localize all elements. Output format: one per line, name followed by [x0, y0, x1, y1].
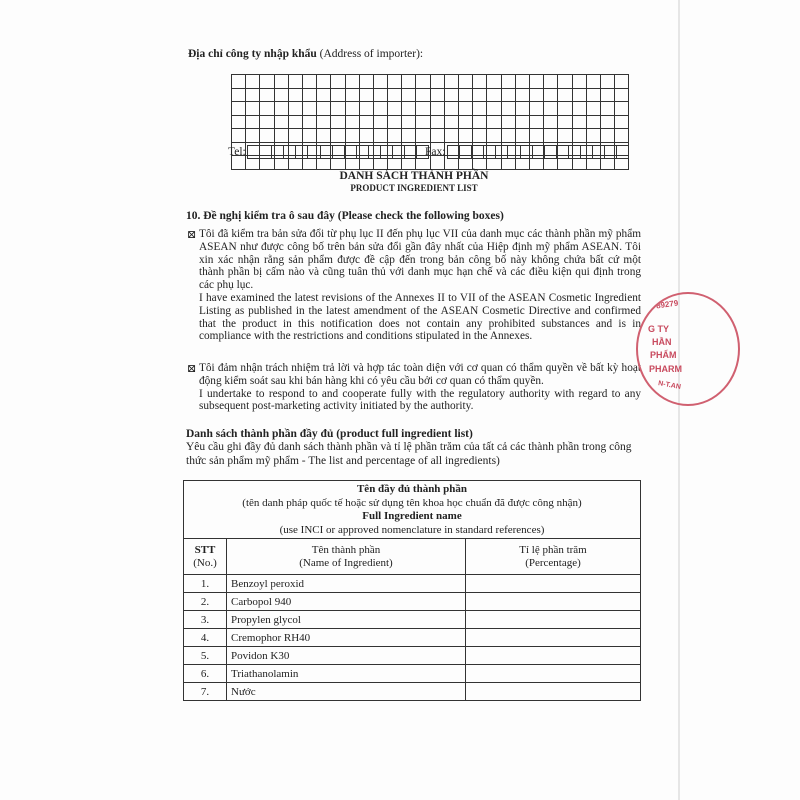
address-grid-cell[interactable]: [515, 75, 529, 89]
address-grid-cell[interactable]: [402, 102, 416, 116]
fax-boxes[interactable]: [447, 145, 628, 159]
address-grid-cell[interactable]: [288, 102, 302, 116]
address-grid-cell[interactable]: [260, 75, 274, 89]
address-grid-cell[interactable]: [288, 129, 302, 143]
address-grid-cell[interactable]: [388, 115, 402, 129]
ingredient-name: Cremophor RH40: [227, 629, 466, 647]
address-grid-cell[interactable]: [302, 115, 316, 129]
col-pct-label-en: (Percentage): [525, 557, 581, 569]
address-grid-cell[interactable]: [444, 115, 458, 129]
address-grid-cell[interactable]: [501, 75, 515, 89]
row-number: 2.: [184, 593, 227, 611]
table-row: [184, 665, 641, 683]
address-grid-cell[interactable]: [416, 129, 430, 143]
address-grid-cell[interactable]: [331, 129, 345, 143]
ingredient-percentage: [466, 683, 641, 701]
address-grid-cell[interactable]: [331, 75, 345, 89]
paragraph-line: subsequent post-marketing activity initiated by the authority.: [199, 400, 474, 413]
address-grid-cell[interactable]: [600, 88, 614, 102]
full-list-desc-1: Yêu cầu ghi đầy đủ danh sách thành phần và tỉ lệ phần trăm của tất cả các thành phần trong công: [186, 441, 632, 453]
address-grid-cell[interactable]: [501, 129, 515, 143]
address-grid-cell[interactable]: [232, 115, 246, 129]
paragraph-line: xin xác nhận rằng sản phẩm được đề cập đến trong bản công bố này không chứa bất cứ một: [199, 253, 641, 266]
address-grid-cell[interactable]: [345, 129, 359, 143]
address-grid-cell[interactable]: [529, 102, 543, 116]
address-grid-cell[interactable]: [317, 129, 331, 143]
checkbox-2[interactable]: ⊠: [187, 363, 197, 375]
address-grid-cell[interactable]: [274, 88, 288, 102]
address-grid-cell[interactable]: [317, 115, 331, 129]
address-grid-cell[interactable]: [373, 102, 387, 116]
address-grid-cell[interactable]: [558, 129, 572, 143]
list-title-vi: DANH SÁCH THÀNH PHẦN: [339, 170, 489, 182]
address-grid-cell[interactable]: [246, 75, 260, 89]
ingredient-percentage: [466, 665, 641, 683]
table-row: [184, 575, 641, 593]
confirmation-paragraph-1: [199, 228, 641, 343]
address-grid-cell[interactable]: [558, 115, 572, 129]
confirmation-paragraph-2: [199, 362, 641, 413]
address-grid-cell[interactable]: [345, 75, 359, 89]
table-header-en-note: (use INCI or approved nomenclature in standard references): [279, 523, 545, 536]
address-grid-cell[interactable]: [529, 129, 543, 143]
paragraph-line: ASEAN như được công bố trên bản sửa đổi gần đây nhất của Hiệp định mỹ phẩm ASEAN. Tôi: [199, 240, 641, 253]
address-grid-cell[interactable]: [416, 115, 430, 129]
address-grid-cell[interactable]: [572, 129, 586, 143]
address-grid-cell[interactable]: [487, 75, 501, 89]
address-grid-cell[interactable]: [586, 102, 600, 116]
address-grid-row: [232, 75, 629, 89]
address-grid-cell[interactable]: [586, 88, 600, 102]
address-grid-cell[interactable]: [529, 88, 543, 102]
table-row: [184, 593, 641, 611]
paragraph-line: thành phần bị cấm nào và cũng tuân thủ với danh mục hạn chế và các điều kiện qui định trong: [199, 266, 641, 279]
importer-address-label-vi: Địa chỉ công ty nhập khẩu: [188, 48, 317, 60]
ingredient-name: Carbopol 940: [227, 593, 466, 611]
ingredient-percentage: [466, 575, 641, 593]
row-number: 3.: [184, 611, 227, 629]
address-grid-cell[interactable]: [345, 115, 359, 129]
col-stt-label: STT: [194, 543, 216, 556]
address-grid-cell[interactable]: [359, 129, 373, 143]
ingredient-name: Benzoyl peroxid: [227, 575, 466, 593]
address-grid-cell[interactable]: [430, 115, 444, 129]
address-grid-cell[interactable]: [600, 102, 614, 116]
address-grid-cell[interactable]: [246, 129, 260, 143]
address-grid-cell[interactable]: [473, 75, 487, 89]
char-box[interactable]: [616, 145, 629, 159]
paragraph-line: Tôi đảm nhận trách nhiệm trả lời và hợp tác toàn diện với cơ quan có thẩm quyền về bất kỳ hoạt: [199, 362, 641, 374]
address-grid-row: [232, 115, 629, 129]
table-row: [184, 611, 641, 629]
address-grid-cell[interactable]: [615, 129, 629, 143]
address-grid-cell[interactable]: [388, 88, 402, 102]
address-grid-cell[interactable]: [544, 102, 558, 116]
address-grid-row: [232, 88, 629, 102]
address-grid-cell[interactable]: [487, 129, 501, 143]
address-grid-cell[interactable]: [402, 75, 416, 89]
address-grid-cell[interactable]: [529, 75, 543, 89]
address-grid-cell[interactable]: [459, 129, 473, 143]
col-stt-label-en: (No.): [193, 557, 217, 569]
address-grid-cell[interactable]: [373, 75, 387, 89]
address-grid-cell[interactable]: [572, 75, 586, 89]
paragraph-line: that the product in this notification does not contain any prohibited substances and is in: [199, 317, 641, 330]
address-grid-cell[interactable]: [359, 88, 373, 102]
address-grid-cell[interactable]: [558, 102, 572, 116]
full-list-desc-2: thức sản phẩm mỹ phẩm - The list and percentage of all ingredients): [186, 455, 500, 467]
checkbox-1[interactable]: ⊠: [187, 229, 197, 241]
paragraph-line: Listing as published in the latest amendment of the ASEAN Cosmetic Directive and confirmed: [199, 304, 641, 317]
address-grid-cell[interactable]: [515, 102, 529, 116]
table-row: [184, 683, 641, 701]
address-grid-cell[interactable]: [444, 88, 458, 102]
importer-address-label-en: (Address of importer):: [319, 48, 424, 60]
address-grid-cell[interactable]: [317, 88, 331, 102]
address-grid-row: [232, 102, 629, 116]
address-grid-cell[interactable]: [501, 88, 515, 102]
ingredient-name: Propylen glycol: [227, 611, 466, 629]
table-header-en: Full Ingredient name: [362, 510, 462, 522]
address-grid-cell[interactable]: [586, 129, 600, 143]
address-grid-cell[interactable]: [473, 129, 487, 143]
address-grid-cell[interactable]: [600, 75, 614, 89]
address-grid-cell[interactable]: [600, 115, 614, 129]
address-grid-cell[interactable]: [459, 88, 473, 102]
address-grid-cell[interactable]: [515, 115, 529, 129]
paragraph-line: compliance with the restrictions and conditions stipulated in the Annexes.: [199, 330, 533, 343]
address-grid-cell[interactable]: [615, 102, 629, 116]
address-grid-cell[interactable]: [473, 88, 487, 102]
address-grid-cell[interactable]: [515, 88, 529, 102]
address-grid-cell[interactable]: [544, 129, 558, 143]
paragraph-line: I have examined the latest revisions of the Annexes II to VII of the ASEAN Cosmetic Ingredient: [199, 291, 641, 304]
address-grid-cell[interactable]: [544, 88, 558, 102]
address-grid-cell[interactable]: [600, 129, 614, 143]
address-grid-cell[interactable]: [246, 102, 260, 116]
importer-address-label: [188, 48, 423, 62]
row-number: 6.: [184, 665, 227, 683]
address-grid-cell[interactable]: [388, 75, 402, 89]
address-grid-cell[interactable]: [274, 115, 288, 129]
address-grid-cell[interactable]: [260, 115, 274, 129]
address-grid-cell[interactable]: [416, 75, 430, 89]
address-grid-cell[interactable]: [373, 88, 387, 102]
address-grid-cell[interactable]: [473, 102, 487, 116]
stamp-text-4: PHẨM: [650, 350, 677, 360]
col-name-label: Tên thành phần: [311, 543, 381, 556]
stamp-text-6: N-T.AN: [657, 380, 682, 391]
paragraph-line: động kiểm soát sau khi bán hàng khi có yêu cầu bởi cơ quan có thẩm quyền.: [199, 374, 544, 387]
address-grid-cell[interactable]: [388, 129, 402, 143]
address-grid-cell[interactable]: [345, 88, 359, 102]
address-grid-cell[interactable]: [317, 102, 331, 116]
full-list-title: Danh sách thành phần đầy đủ (product full ingredient list): [186, 428, 473, 440]
address-grid-cell[interactable]: [416, 102, 430, 116]
address-grid-cell[interactable]: [388, 102, 402, 116]
address-grid-cell[interactable]: [274, 129, 288, 143]
address-grid-cell[interactable]: [473, 115, 487, 129]
address-grid-cell[interactable]: [359, 115, 373, 129]
row-number: 1.: [184, 575, 227, 593]
row-number: 4.: [184, 629, 227, 647]
address-grid-cell[interactable]: [529, 115, 543, 129]
address-grid-cell[interactable]: [444, 75, 458, 89]
column-header-percentage: [466, 539, 641, 575]
address-grid-cell[interactable]: [444, 129, 458, 143]
list-title-en: PRODUCT INGREDIENT LIST: [350, 183, 478, 193]
address-grid-cell[interactable]: [302, 129, 316, 143]
paragraph-line: I undertake to respond to and cooperate fully with the regulatory authority with regard to any: [199, 387, 641, 400]
address-grid-cell[interactable]: [572, 88, 586, 102]
address-grid-cell[interactable]: [317, 75, 331, 89]
table-header: [184, 481, 641, 539]
fax-label: Fax:: [425, 146, 446, 158]
address-grid-cell[interactable]: [331, 102, 345, 116]
address-grid-cell[interactable]: [487, 88, 501, 102]
address-grid-cell[interactable]: [402, 129, 416, 143]
table-row: [184, 629, 641, 647]
address-grid-cell[interactable]: [416, 88, 430, 102]
address-grid-cell[interactable]: [402, 88, 416, 102]
address-grid-cell[interactable]: [544, 115, 558, 129]
address-grid-cell[interactable]: [359, 102, 373, 116]
address-grid-row: [232, 129, 629, 143]
address-grid-cell[interactable]: [615, 115, 629, 129]
address-grid-cell[interactable]: [430, 102, 444, 116]
address-grid-cell[interactable]: [302, 75, 316, 89]
address-grid-cell[interactable]: [501, 115, 515, 129]
address-grid-cell[interactable]: [260, 102, 274, 116]
address-grid-cell[interactable]: [232, 88, 246, 102]
ingredient-percentage: [466, 611, 641, 629]
address-grid-cell[interactable]: [331, 115, 345, 129]
address-grid-cell[interactable]: [430, 88, 444, 102]
paragraph-line: các phụ lục.: [199, 279, 254, 292]
address-grid-cell[interactable]: [232, 129, 246, 143]
address-grid-cell[interactable]: [345, 102, 359, 116]
address-grid-cell[interactable]: [359, 75, 373, 89]
address-grid-cell[interactable]: [459, 102, 473, 116]
address-grid-cell[interactable]: [274, 75, 288, 89]
stamp-text-3: HẦN: [652, 337, 672, 347]
address-grid-cell[interactable]: [246, 88, 260, 102]
address-grid-cell[interactable]: [572, 115, 586, 129]
ingredient-percentage: [466, 593, 641, 611]
address-grid-cell[interactable]: [586, 75, 600, 89]
address-grid-cell[interactable]: [246, 115, 260, 129]
address-grid-cell[interactable]: [232, 75, 246, 89]
address-grid-cell[interactable]: [430, 75, 444, 89]
ingredient-name: Nước: [227, 683, 466, 701]
section10-title: 10. Đề nghị kiểm tra ô sau đây (Please check the following boxes): [186, 210, 504, 222]
address-grid-cell[interactable]: [402, 115, 416, 129]
table-header-vi: Tên đầy đủ thành phần: [356, 483, 468, 495]
address-grid-cell[interactable]: [430, 129, 444, 143]
ingredient-name: Triathanolamin: [227, 665, 466, 683]
address-grid-cell[interactable]: [274, 102, 288, 116]
address-grid-cell[interactable]: [558, 88, 572, 102]
address-grid-cell[interactable]: [444, 102, 458, 116]
address-grid-cell[interactable]: [544, 75, 558, 89]
row-number: 5.: [184, 647, 227, 665]
address-grid-cell[interactable]: [487, 102, 501, 116]
address-grid-cell[interactable]: [515, 129, 529, 143]
column-header-stt: [184, 539, 227, 575]
ingredient-percentage: [466, 629, 641, 647]
col-name-label-en: (Name of Ingredient): [299, 557, 393, 569]
address-grid-cell[interactable]: [302, 102, 316, 116]
row-number: 7.: [184, 683, 227, 701]
table-row: [184, 647, 641, 665]
address-grid-cell[interactable]: [586, 115, 600, 129]
address-grid-cell[interactable]: [615, 88, 629, 102]
address-grid-cell[interactable]: [501, 102, 515, 116]
address-grid-cell[interactable]: [615, 75, 629, 89]
address-grid-cell[interactable]: [373, 129, 387, 143]
address-grid-cell[interactable]: [331, 88, 345, 102]
column-header-name: [227, 539, 466, 575]
ingredient-table: [183, 480, 641, 701]
stamp-text-2: G TY: [648, 324, 670, 334]
address-grid-cell[interactable]: [487, 115, 501, 129]
address-grid-cell[interactable]: [288, 115, 302, 129]
address-grid-cell[interactable]: [373, 115, 387, 129]
address-grid-cell[interactable]: [288, 75, 302, 89]
tel-boxes[interactable]: [247, 145, 428, 159]
tel-label: Tel:: [228, 146, 246, 158]
address-grid-cell[interactable]: [288, 88, 302, 102]
address-grid-cell[interactable]: [558, 75, 572, 89]
ingredient-name: Povidon K30: [227, 647, 466, 665]
address-grid-cell[interactable]: [572, 102, 586, 116]
col-pct-label: Tỉ lệ phần trăm: [519, 543, 587, 556]
stamp-text-5: PHARM: [649, 364, 682, 374]
address-grid-cell[interactable]: [260, 129, 274, 143]
stamp-text-1: 89279: [655, 298, 679, 311]
address-grid-cell[interactable]: [459, 75, 473, 89]
address-grid-cell[interactable]: [260, 88, 274, 102]
address-grid-cell[interactable]: [232, 102, 246, 116]
table-header-vi-note: (tên danh pháp quốc tế hoặc sử dụng tên khoa học chuẩn đã được công nhận): [242, 496, 582, 509]
ingredient-percentage: [466, 647, 641, 665]
paragraph-line: Tôi đã kiểm tra bản sửa đổi từ phụ lục II đến phụ lục VII của danh mục các thành phần mỹ phẩm: [199, 228, 641, 240]
company-stamp: [636, 292, 740, 406]
address-grid-cell[interactable]: [459, 115, 473, 129]
address-grid-cell[interactable]: [302, 88, 316, 102]
